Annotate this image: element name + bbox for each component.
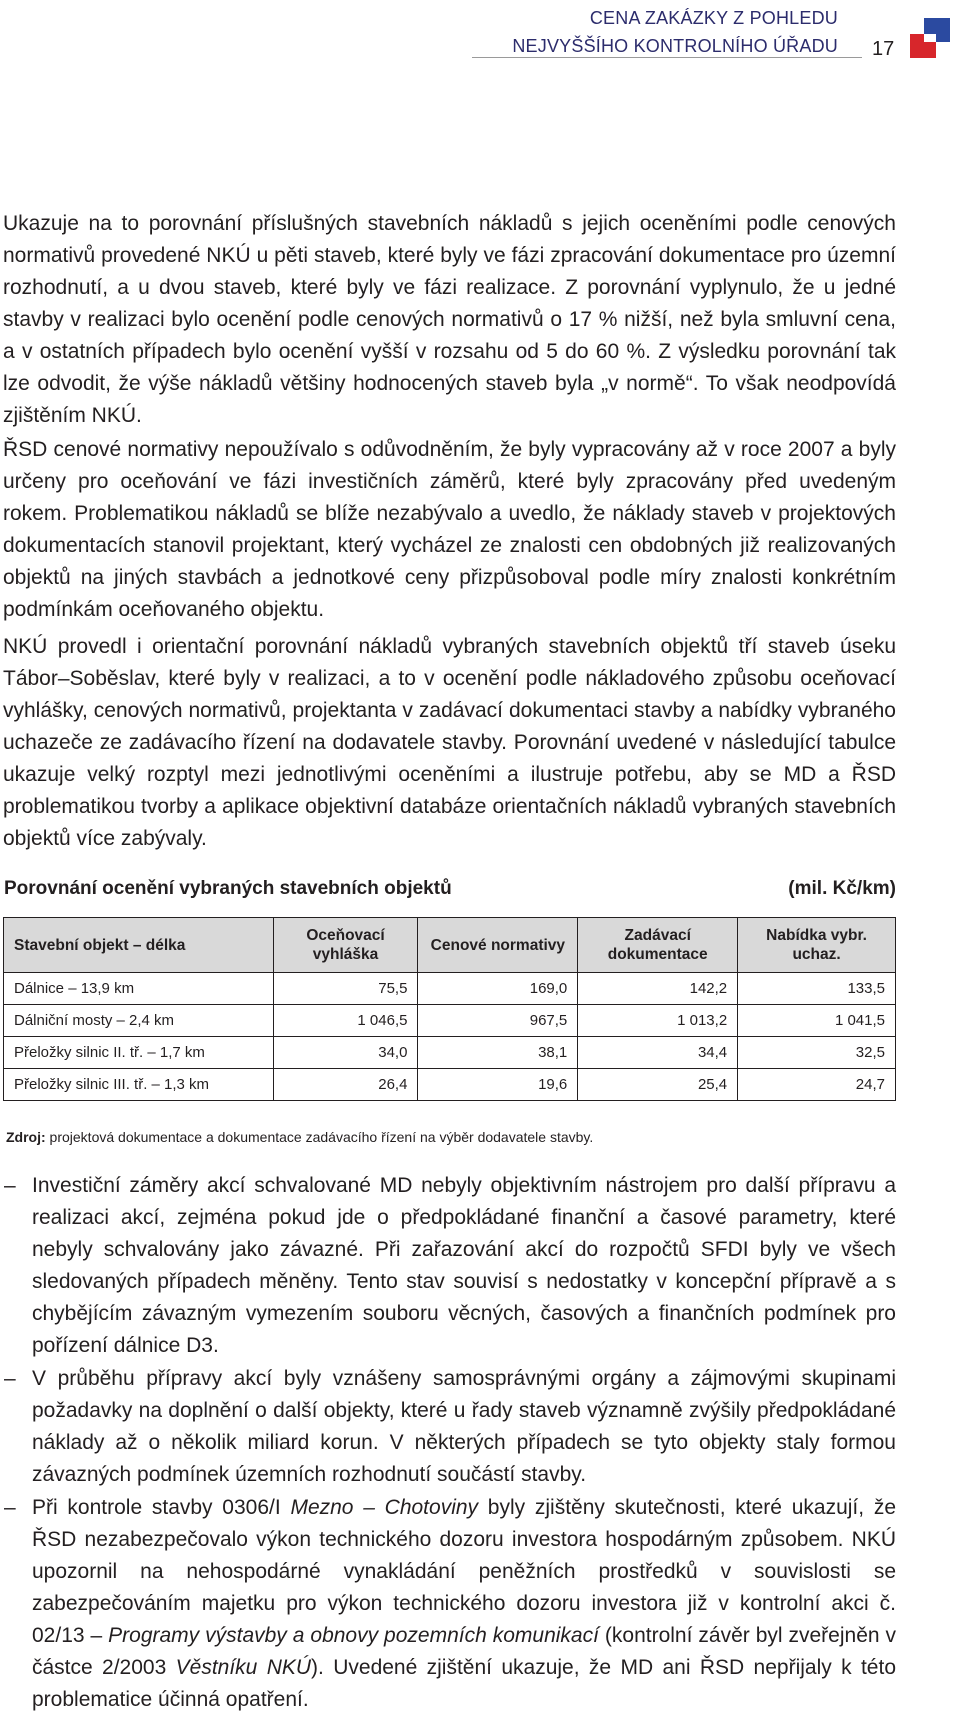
col-header-vyhlaska: Oceňovací vyhláška	[273, 918, 418, 973]
table-cell: 19,6	[418, 1069, 578, 1101]
col-header-nabidka: Nabídka vybr. uchaz.	[738, 918, 896, 973]
table-cell: 133,5	[738, 973, 896, 1005]
col-header-normativy: Cenové normativy	[418, 918, 578, 973]
list-item-italic: Věstníku NKÚ	[175, 1656, 312, 1679]
table-cell: Přeložky silnic III. tř. – 1,3 km	[4, 1069, 274, 1101]
table-row	[4, 973, 896, 1005]
list-item	[3, 1492, 896, 1716]
list-item-text-part: ). Uvedené zjištění ukazuje, že MD ani ŘSD nepřijaly k této problematice účinná opatření.	[32, 1656, 896, 1711]
table-cell: 38,1	[418, 1037, 578, 1069]
col-header-object: Stavební objekt – délka	[4, 918, 274, 973]
table-cell: Dálnice – 13,9 km	[4, 973, 274, 1005]
table-cell: 32,5	[738, 1037, 896, 1069]
table-source-note	[6, 1129, 593, 1145]
table-unit: (mil. Kč/km)	[788, 878, 896, 899]
list-item-text: V průběhu přípravy akcí byly vznášeny samosprávnými orgány a zájmovými skupinami požadavky na doplnění o další objekty, které u řady staveb významně zvýšily předpokládané náklady až o několik miliard korun. V některých případech se tyto objekty staly formou závazných podmínek územních rozhodnutí součástí stavby.	[32, 1367, 896, 1486]
list-dash: –	[4, 1367, 16, 1390]
table-row	[4, 1005, 896, 1037]
table-cell: Dálniční mosty – 2,4 km	[4, 1005, 274, 1037]
table-cell: 24,7	[738, 1069, 896, 1101]
list-dash: –	[4, 1174, 16, 1197]
list-item-text-part: (kontrolní závěr byl zveřejněn v částce 2/2003	[32, 1624, 896, 1679]
header-rule	[472, 57, 862, 58]
table-row	[4, 1037, 896, 1069]
table-cell: Přeložky silnic II. tř. – 1,7 km	[4, 1037, 274, 1069]
list-item-italic: Programy výstavby a obnovy pozemních komunikací	[108, 1624, 599, 1647]
list-item-text: Investiční záměry akcí schvalované MD nebyly objektivním nástrojem pro další přípravu a realizaci akcí, zejména pokud jde o předpokládané finanční a časové parametry, které nebyly schvalovány jako závazné. Při zařazování akcí do rozpočtů SFDI byly ve všech sledovaných případech měněny. Tento stav souvisí s nedostatky v koncepční přípravě a s chybějícím závazným vymezením souboru věcných, časových a finančních podmínek pro pořízení dálnice D3.	[32, 1174, 896, 1357]
list-dash: –	[4, 1496, 16, 1519]
list-item-italic: Mezno – Chotoviny	[290, 1496, 479, 1519]
paragraph-1: Ukazuje na to porovnání příslušných stavebních nákladů s jejich oceněními podle cenových normativů provedené NKÚ u pěti staveb, které byly ve fázi zpracování dokumentace pro územní rozhodnutí, a u dvou staveb, které byly ve fázi realizace. Z porovnání vyplynulo, že u jedné stavby v realizaci bylo ocenění podle cenových normativů o 17 % nižší, než byla smluvní cena, a v ostatních případech bylo ocenění vyšší v rozsahu od 5 do 60 %. Z výsledku porovnání tak lze odvodit, že výše nákladů většiny hodnocených staveb byla „v normě“. To však neodpovídá zjištěním NKÚ.	[3, 212, 896, 427]
table-cell: 967,5	[418, 1005, 578, 1037]
list-item	[3, 1170, 896, 1362]
table-cell: 34,4	[578, 1037, 738, 1069]
table-cell: 75,5	[273, 973, 418, 1005]
comparison-table	[3, 917, 896, 1101]
table-cell: 34,0	[273, 1037, 418, 1069]
table-row	[4, 1069, 896, 1101]
paragraph-2: ŘSD cenové normativy nepoužívalo s odůvodněním, že byly vypracovány až v roce 2007 a byly určeny pro oceňování ve fázi investičních záměrů, které byly zpracovány před uvedeným rokem. Problematikou nákladů se blíže nezabývalo a uvedlo, že náklady staveb v projektových dokumentacích stanovil projektant, který vycházel ze znalosti cen obdobných již realizovaných objektů na jiných stavbách a jednotkové ceny přizpůsoboval podle míry znalosti konkrétním podmínkám oceňovaného objektu.	[3, 438, 896, 621]
table-cell: 26,4	[273, 1069, 418, 1101]
source-text: projektová dokumentace a dokumentace zadávacího řízení na výběr dodavatele stavby.	[45, 1129, 594, 1145]
findings-list	[3, 1170, 896, 1717]
list-item-text-part: byly zjištěny skutečnosti, které ukazují, že ŘSD nezabezpečovalo výkon technického dozoru investora hospodárným způsobem. NKÚ upozornil na nehospodárné vynakládání peněžních prostředků v souvislosti se zabezpečováním majetku pro výkon technického dozoru investora již v kontrolní akci č. 02/13 –	[32, 1496, 897, 1647]
table-header-row	[4, 918, 896, 973]
page-number: 17	[872, 38, 895, 60]
running-header-line2: NEJVYŠŠÍHO KONTROLNÍHO ÚŘADU	[512, 36, 838, 56]
list-item-text-part: Při kontrole stavby 0306/I	[32, 1496, 291, 1519]
table-cell: 169,0	[418, 973, 578, 1005]
table-cell: 25,4	[578, 1069, 738, 1101]
table-cell: 1 041,5	[738, 1005, 896, 1037]
running-header-line1: CENA ZAKÁZKY Z POHLEDU	[589, 8, 838, 28]
list-item	[3, 1363, 896, 1491]
col-header-dokumentace: Zadávací dokumentace	[578, 918, 738, 973]
table-cell: 142,2	[578, 973, 738, 1005]
table-cell: 1 046,5	[273, 1005, 418, 1037]
table-title: Porovnání ocenění vybraných stavebních objektů	[4, 878, 452, 899]
running-header	[512, 4, 838, 60]
paragraph-3: NKÚ provedl i orientační porovnání nákladů vybraných stavebních objektů tří staveb úseku Tábor–Soběslav, které byly v realizaci, a to v ocenění podle nákladového způsobu oceňovací vyhlášky, cenových normativů, projektanta v zadávací dokumentaci stavby a nabídky vybraného uchazeče ze zadávacího řízení na dodavatele stavby. Porovnání uvedené v následující tabulce ukazuje velký rozptyl mezi jednotlivými oceněními a ilustruje potřebu, aby se MD a ŘSD problematikou tvorby a aplikace objektivní databáze orientačních nákladů vybraných stavebních objektů více zabývaly.	[3, 635, 896, 850]
source-label: Zdroj:	[6, 1129, 46, 1145]
table-cell: 1 013,2	[578, 1005, 738, 1037]
nku-logo-icon	[910, 18, 952, 58]
